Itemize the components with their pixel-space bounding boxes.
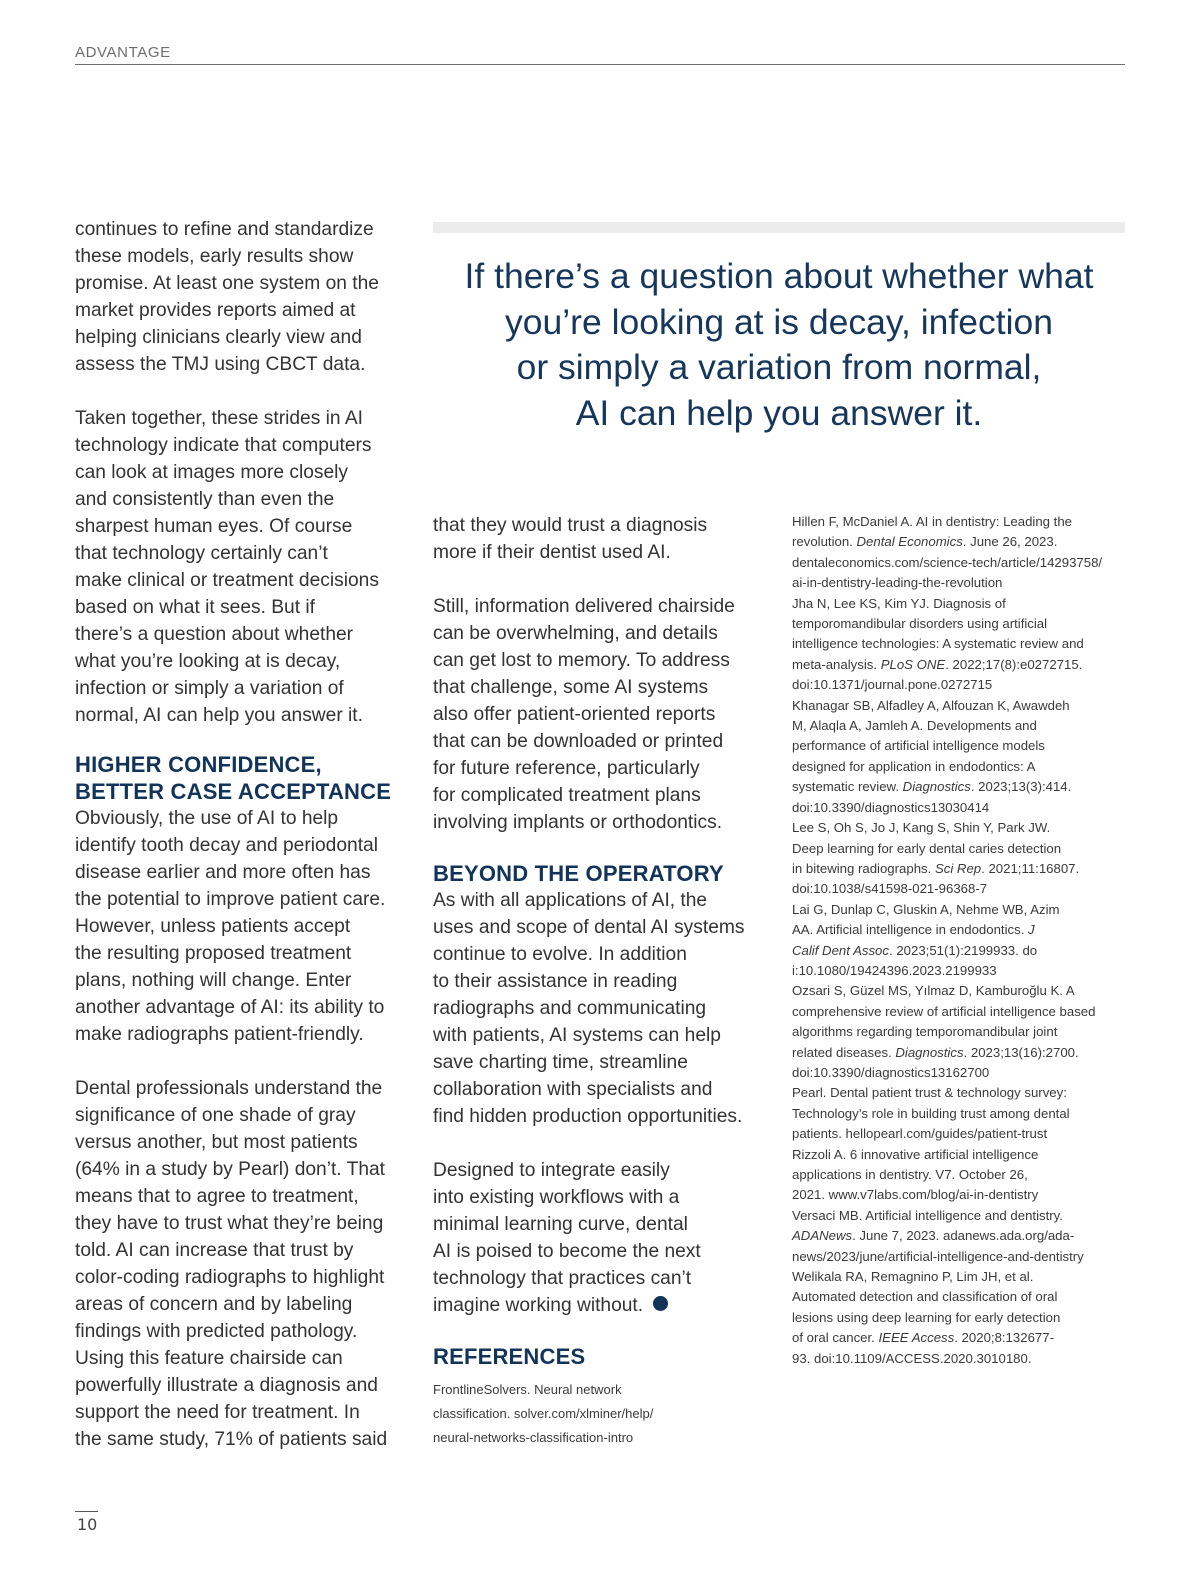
reference-item: Lee S, Oh S, Jo J, Kang S, Shin Y, Park JW. Deep learning for early dental caries detection in bitewing radiographs. Sci Rep. 2021;11:16807. doi:10.1038/s41598-021-96368-7 (792, 820, 1080, 897)
reference-item: Pearl. Dental patient trust & technology survey: Technology’s role in building trust among dental patients. hellopearl.com/guides/patient-trust (792, 1085, 1070, 1142)
section-heading: HIGHER CONFIDENCE, BETTER CASE ACCEPTANCE (75, 752, 392, 804)
end-of-article-icon (653, 1296, 668, 1311)
reference-item: Ozsari S, Güzel MS, Yılmaz D, Kamburoğlu K. A comprehensive review of artificial intelligence based algorithms regarding temporomandibular joint related diseases. Diagnostics. 2023;13(16):2700. doi:10.3390/diagnostics13162700 (792, 983, 1096, 1080)
pull-quote: If there’s a question about whether what you’re looking at is decay, infection or simply a variation from normal, AI can help you answer it. (464, 256, 1094, 433)
paragraph: Taken together, these strides in AI technology indicate that computers can look at images more closely and consistently than even the sharpest human eyes. Of course that technology certainly can’t make clinical or treatment decisions based on what it sees. But if there’s a question about whether what you’re looking at is decay, infection or simply a variation of normal, AI can help you answer it. (75, 408, 379, 726)
page-number-rule (75, 1511, 98, 1512)
reference-item: Lai G, Dunlap C, Gluskin A, Nehme WB, Azim AA. Artificial intelligence in endodontics. J Calif Dent Assoc. 2023;51(1):2199933. do i:10.1080/19424396.2023.2199933 (792, 901, 1060, 978)
reference-item: Welikala RA, Remagnino P, Lim JH, et al. Automated detection and classification of oral lesions using deep learning for early detection of oral cancer. IEEE Access. 2020;8:132677- 93. doi:10.1109/ACCESS.2020.3010180. (792, 1269, 1061, 1366)
reference-item: Hillen F, McDaniel A. AI in dentistry: Leading the revolution. Dental Economics. June 26, 2023. dentaleconomics.com/science-tech/article/14293758/ ai-in-dentistry-leading-the-revolution (792, 514, 1103, 591)
column-2 (433, 512, 773, 1450)
paragraph: continues to refine and standardize these models, early results show promise. At least one system on the market provides reports aimed at helping clinicians clearly view and assess the TMJ using CBCT data. (75, 219, 379, 375)
reference-item: FrontlineSolvers. Neural network classification. solver.com/xlminer/help/ neural-networks-classification-intro (433, 1382, 654, 1445)
paragraph: Still, information delivered chairside can be overwhelming, and details can get lost to memory. To address that challenge, some AI systems also offer patient-oriented reports that can be downloaded or printed for future reference, particularly for complicated treatment plans involving implants or orthodontics. (433, 596, 735, 833)
paragraph: Obviously, the use of AI to help identify tooth decay and periodontal disease earlier and more often has the potential to improve patient care. However, unless patients accept the resulting proposed treatment plans, nothing will change. Enter another advantage of AI: its ability to make radiographs patient-friendly. (75, 808, 386, 1045)
reference-item: Jha N, Lee KS, Kim YJ. Diagnosis of temporomandibular disorders using artificial intelligence technologies: A systematic review and meta-analysis. PLoS ONE. 2022;17(8):e0272715. doi:10.1371/journal.pone.0272715 (792, 595, 1084, 693)
reference-item: Rizzoli A. 6 innovative artificial intelligence applications in dentistry. V7. October 26, 2021. www.v7labs.com/blog/ai-in-dentistry (792, 1146, 1039, 1203)
references-list (792, 512, 1132, 1369)
column-1 (75, 216, 415, 1453)
reference-item: Khanagar SB, Alfadley A, Alfouzan K, Awawdeh M, Alaqla A, Jamleh A. Developments and performance of artificial intelligence models designed for application in endodontics: A systematic review. Diagnostics. 2023;13(3):414. doi:10.3390/diagnostics13030414 (792, 697, 1072, 815)
page-number: 10 (77, 1515, 98, 1534)
section-heading: BEYOND THE OPERATORY (433, 861, 724, 886)
reference-item: Versaci MB. Artificial intelligence and dentistry. ADANews. June 7, 2023. adanews.ada.org/ada- news/2023/june/artificial-intelligence-and-dentistry (792, 1207, 1084, 1264)
pull-quote-bar (433, 222, 1125, 233)
paragraph: Dental professionals understand the significance of one shade of gray versus another, but most patients (64% in a study by Pearl) don’t. That means that to agree to treatment, they have to trust what they’re being told. AI can increase that trust by color-coding radiographs to highlight areas of concern and by labeling findings with predicted pathology. Using this feature chairside can powerfully illustrate a diagnosis and support the need for treatment. In the same study, 71% of patients said (75, 1078, 388, 1450)
section-label: ADVANTAGE (75, 44, 171, 61)
paragraph: As with all applications of AI, the uses and scope of dental AI systems continue to evolve. In addition to their assistance in reading radiographs and communicating with patients, AI systems can help save charting time, streamline collaboration with specialists and find hidden production opportunities. (433, 890, 745, 1127)
paragraph: that they would trust a diagnosis more if their dentist used AI. (433, 515, 708, 563)
paragraph: Designed to integrate easily into existing workflows with a minimal learning curve, dental AI is poised to become the next technology that practices can’t imagine working without. (433, 1160, 701, 1316)
header-divider (75, 64, 1125, 65)
references-heading: REFERENCES (433, 1344, 586, 1369)
